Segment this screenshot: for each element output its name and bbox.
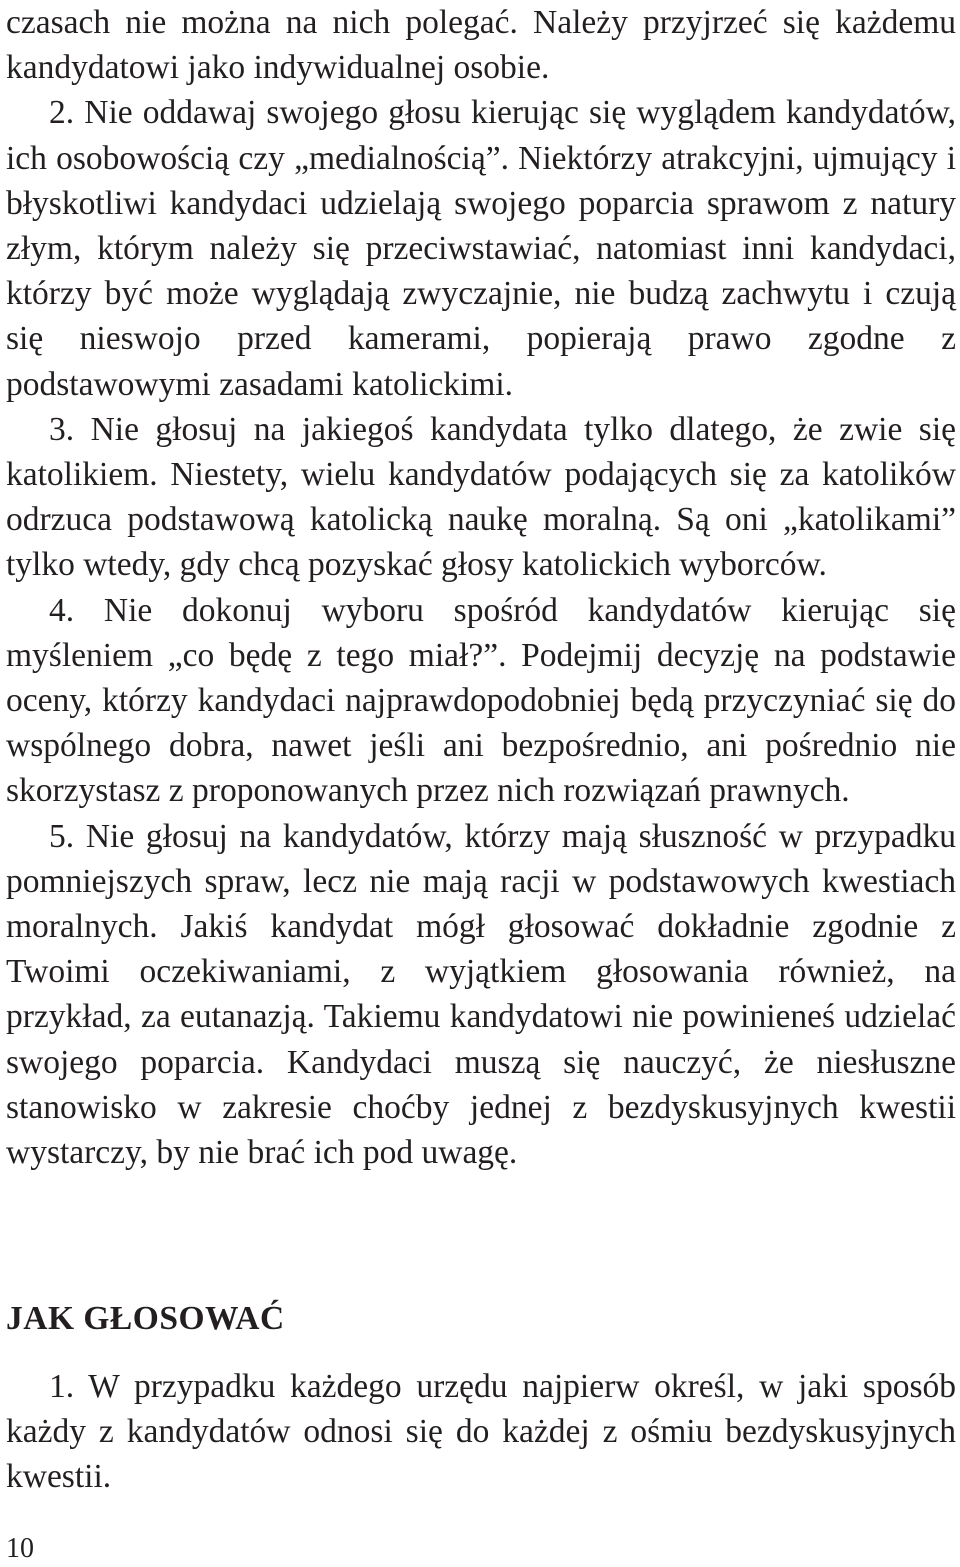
list-item-2: 2. Nie oddawaj swojego głosu kierując się wyglądem kandydatów, ich osobowością czy „medialnością”. Niektórzy atrakcyjni, ujmujący i błyskotliwi kandydaci udzielają swojego poparcia sprawom z natury złym, którym należy się przeciwstawiać, natomiast inni kandydaci, którzy być może wyglądają zwyczajnie, nie budzą zachwytu i czują się nieswojo przed kamerami, popierają prawo zgodne z podstawowymi zasadami katolickimi.: [6, 94, 956, 403]
list-item-5: 5. Nie głosuj na kandydatów, którzy mają słuszność w przypadku pomniejszych spraw, lecz nie mają racji w podstawowych kwestiach moralnych. Jakiś kandydat mógł głosować dokładnie zgodnie z Twoimi oczekiwaniami, z wyjątkiem głosowania również, na przykład, za eutanazją. Takiemu kandydatowi nie powinieneś udzielać swojego poparcia. Kandydaci muszą się nauczyć, że niesłuszne stanowisko w zakresie choćby jednej z bezdyskusyjnych kwestii wystarczy, by nie brać ich pod uwagę.: [6, 817, 956, 1172]
continuation-paragraph: czasach nie można na nich polegać. Należy przyjrzeć się każdemu kandydatowi jako indywidualnej osobie.: [6, 4, 956, 87]
section-list-item-1: 1. W przypadku każdego urzędu najpierw określ, w jaki sposób każdy z kandydatów odnosi się do każdej z ośmiu bezdyskusyjnych kwestii.: [6, 1368, 956, 1496]
section-heading: JAK GŁOSOWAĆ: [6, 1300, 285, 1337]
body-text: [6, 0, 956, 1175]
list-item-4: 4. Nie dokonuj wyboru spośród kandydatów kierując się myśleniem „co będę z tego miał?”. Podejmij decyzję na podstawie oceny, którzy kandydaci najprawdopodobniej będą przyczyniać się do wspólnego dobra, nawet jeśli ani bezpośrednio, ani pośrednio nie skorzystasz z proponowanych przez nich rozwiązań prawnych.: [6, 591, 956, 810]
page-number: 10: [6, 1533, 34, 1564]
document-page: [6, 0, 956, 1567]
section-text: [6, 1364, 956, 1500]
list-item-3: 3. Nie głosuj na jakiegoś kandydata tylko dlatego, że zwie się katolikiem. Niestety, wielu kandydatów podających się za katolików odrzuca podstawową katolicką naukę moralną. Są oni „katolikami” tylko wtedy, gdy chcą pozyskać głosy katolickich wyborców.: [6, 410, 956, 584]
